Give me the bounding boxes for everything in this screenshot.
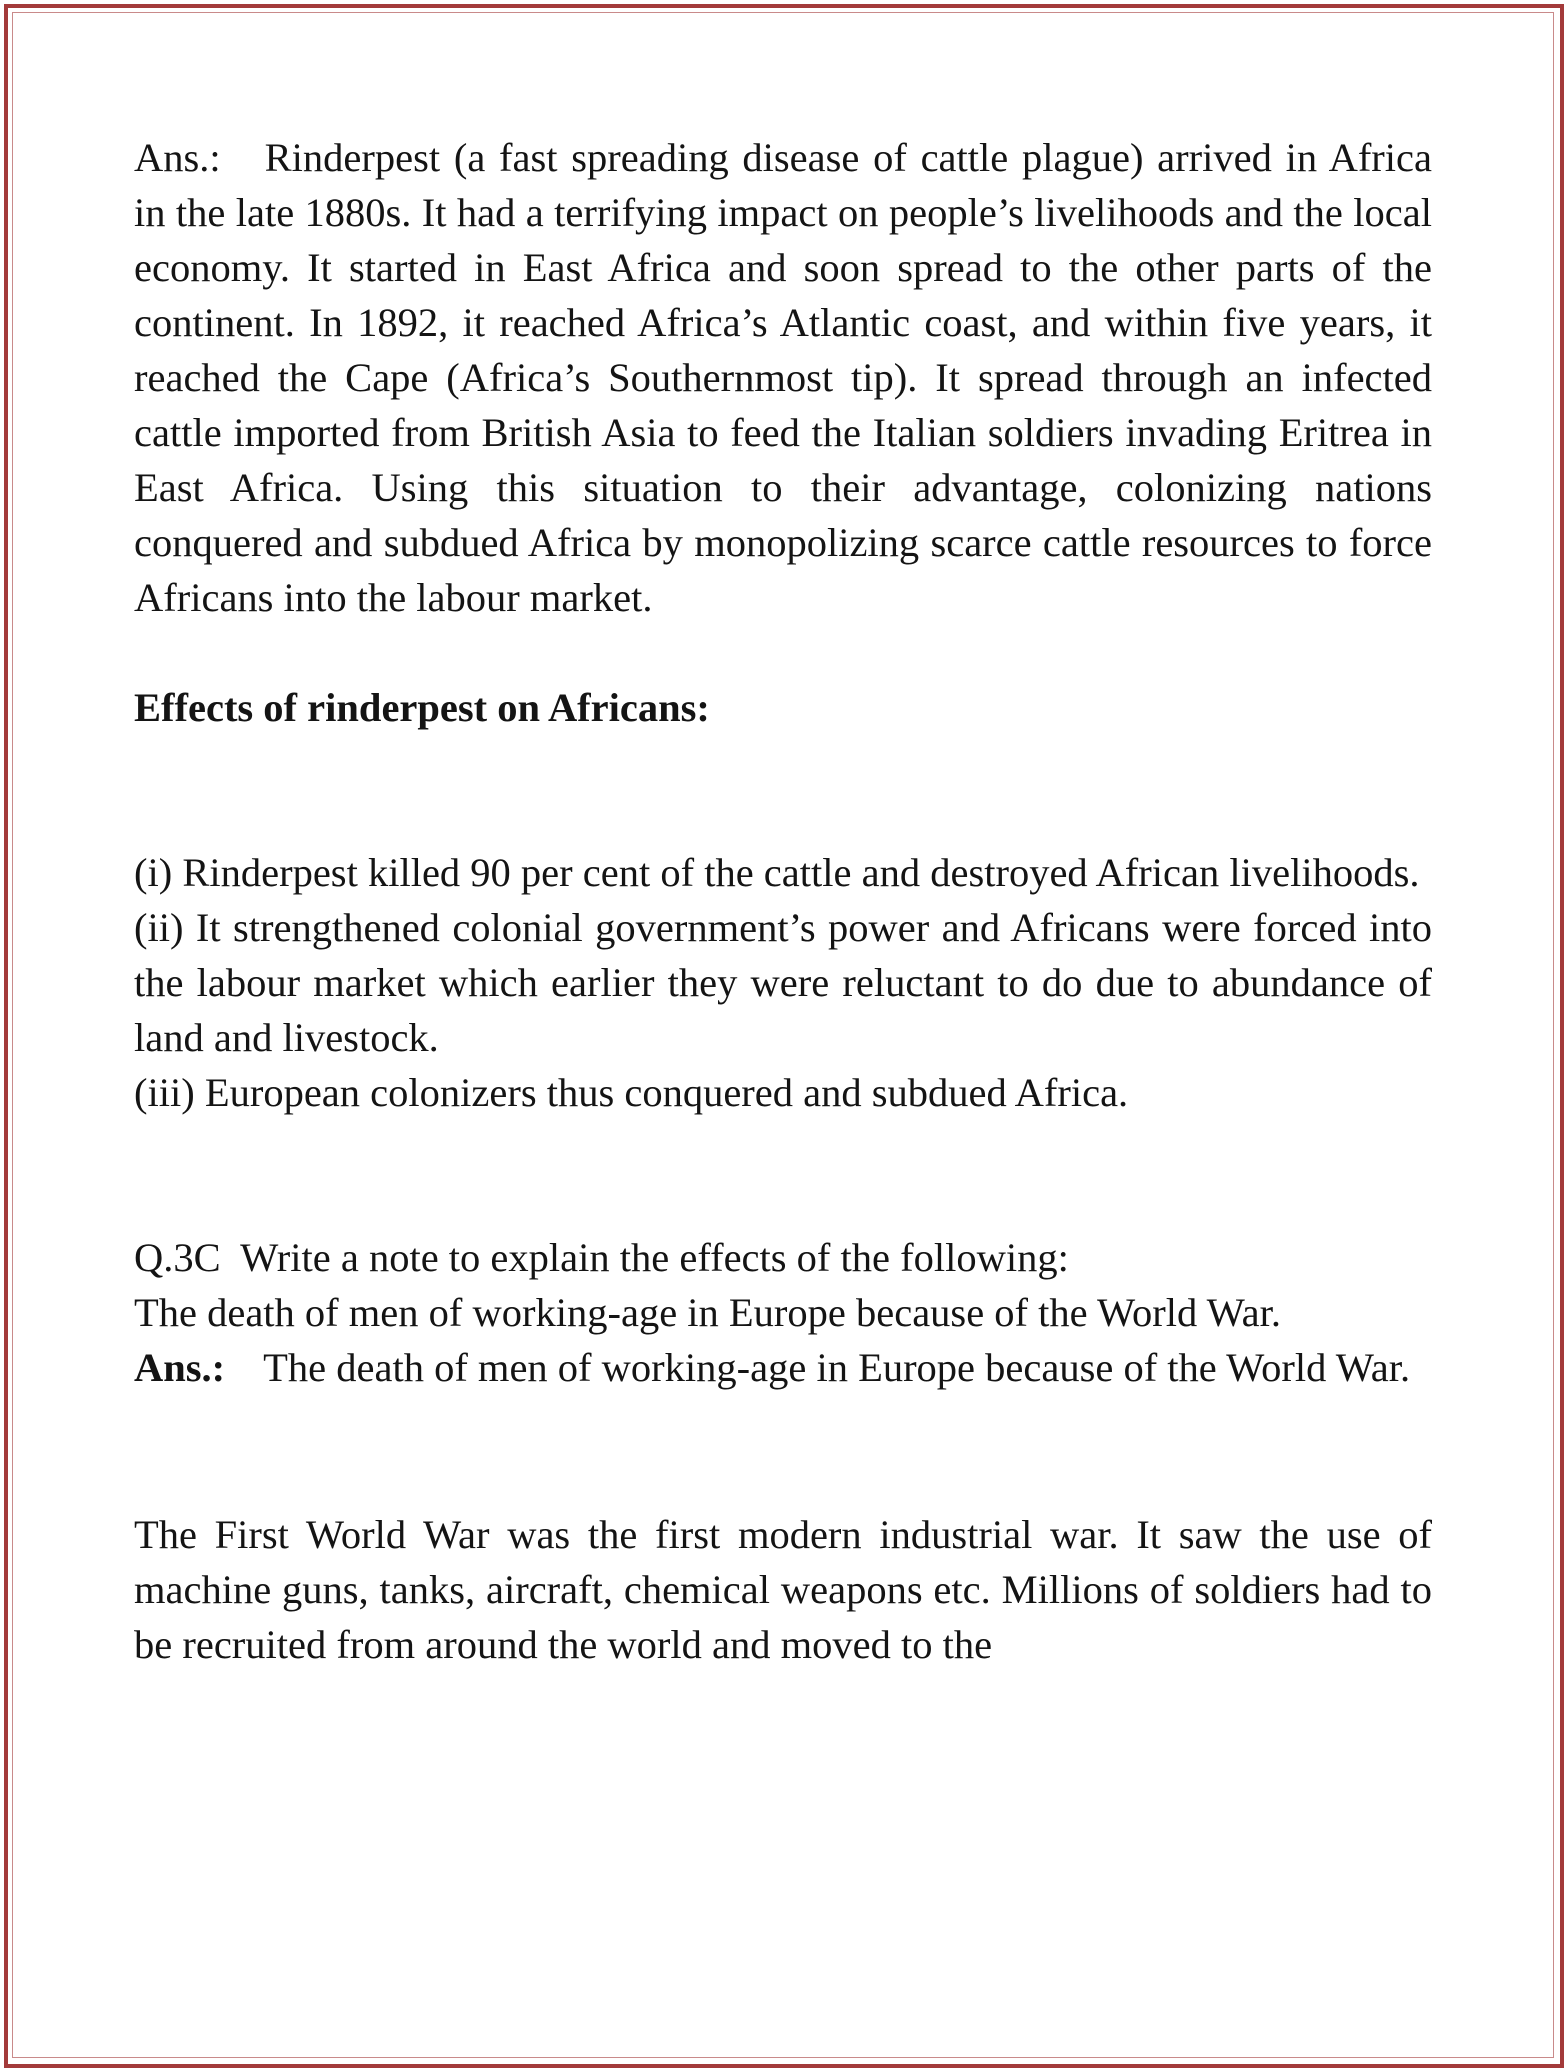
- answer-text: Rinderpest (a fast spreading disease of cattle plague) arrived in Africa in the late 1880s. It had a terrifying impact on people’s livelihoods and the local economy. It started in East Africa and soon spread to the other parts of the continent. In 1892, it reached Africa’s Atlantic coast, and within five years, it reached the Cape (Africa’s Southernmost tip). It spread through an infected cattle imported from British Asia to feed the Italian soldiers invading Eritrea in East Africa. Using this situation to their advantage, colonizing nations conquered and subdued Africa by monopolizing scarce cattle resources to force Africans into the labour market.: [134, 135, 1432, 620]
- q3c-topic: The death of men of working-age in Europe because of the World War.: [134, 1290, 1281, 1335]
- effects-heading: Effects of rinderpest on Africans:: [134, 685, 710, 730]
- q3c-answer: [134, 1340, 1432, 1395]
- answer-text: The death of men of working-age in Europe because of the World War.: [263, 1345, 1411, 1390]
- effects-item-1: (i) Rinderpest killed 90 per cent of the cattle and destroyed African livelihoods.: [134, 850, 1420, 895]
- effects-item-3: (iii) European colonizers thus conquered and subdued Africa.: [134, 1070, 1129, 1115]
- answer-label: Ans.:: [134, 1345, 226, 1390]
- q3b-answer-paragraph: [134, 130, 1432, 625]
- q3c-question: Q.3C Write a note to explain the effects of the following:: [134, 1235, 1069, 1280]
- q3c-body-paragraph: The First World War was the first modern industrial war. It saw the use of machine guns, tanks, aircraft, chemical weapons etc. Millions of soldiers had to be recruited from around the world and moved to the: [134, 1512, 1432, 1667]
- effects-item-2: (ii) It strengthened colonial government’s power and Africans were forced into the labour market which earlier they were reluctant to do due to abundance of land and livestock.: [134, 905, 1432, 1060]
- document-body: [134, 130, 1432, 1672]
- answer-label: Ans.:: [134, 135, 221, 180]
